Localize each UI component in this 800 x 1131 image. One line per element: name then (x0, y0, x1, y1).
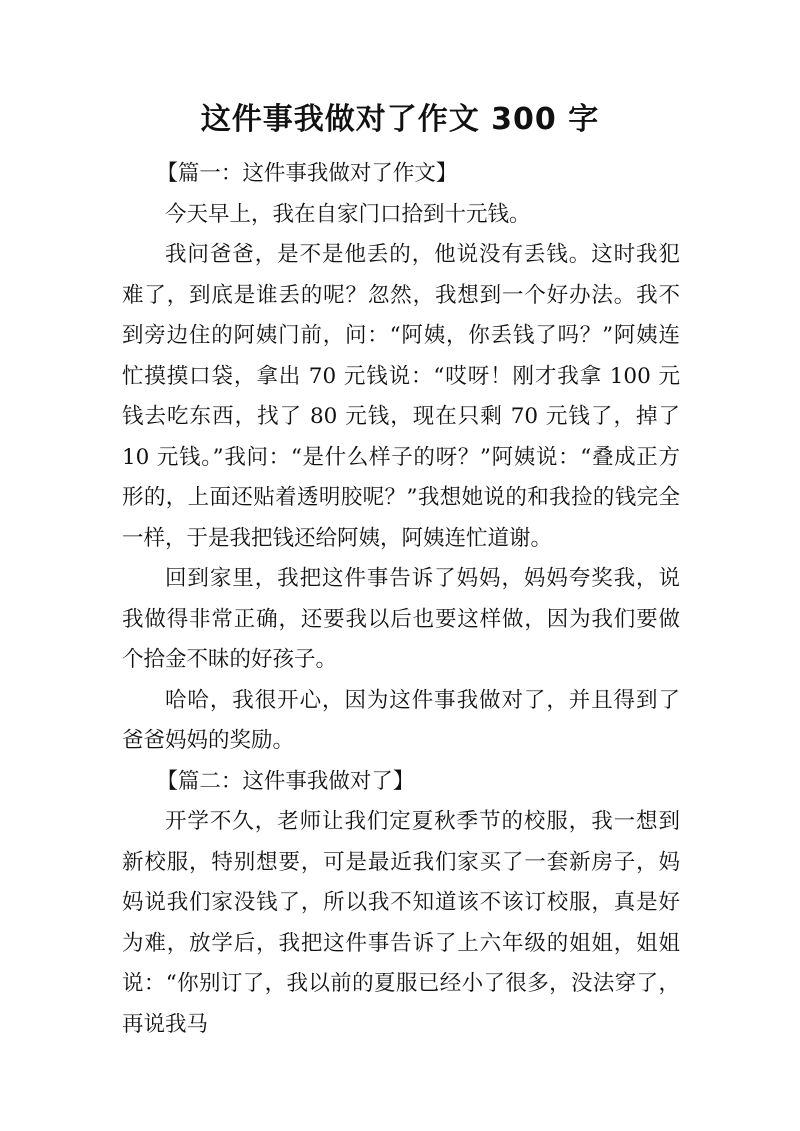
document-body (122, 154, 680, 1045)
paragraph: 今天早上，我在自家门口拾到十元钱。 (165, 201, 531, 227)
paragraph: 我问爸爸，是不是他丢的，他说没有丢钱。这时我犯难了，到底是谁丢的呢？忽然，我想到一个好办法。我不到旁边住的阿姨门前，问：“阿姨，你丢钱了吗？”阿姨连忙摸摸口袋，拿出 70 元钱说：“哎呀！刚才我拿 100 元钱去吃东西，找了 80 元钱，现在只剩 70 元钱了，掉了 10 元钱。”我问：“是什么样子的呀？”阿姨说：“叠成正方形的，上面还贴着透明胶呢？”我想她说的和我捡的钱完全一样，于是我把钱还给阿姨，阿姨连忙道谢。 (122, 242, 680, 551)
paragraph: 开学不久，老师让我们定夏秋季节的校服，我一想到新校服，特别想要，可是最近我们家买了一套新房子，妈妈说我们家没钱了，所以我不知道该不该订校服，真是好为难，放学后，我把这件事告诉了上六年级的姐姐，姐姐说：“你别订了，我以前的夏服已经小了很多，没法穿了，再说我马 (122, 809, 680, 1037)
paragraph: 回到家里，我把这件事告诉了妈妈，妈妈夸奖我，说我做得非常正确，还要我以后也要这样做，因为我们要做个拾金不昧的好孩子。 (122, 566, 680, 672)
section-heading-2: 【篇二：这件事我做对了】 (156, 768, 415, 794)
document-title: 这件事我做对了作文 300 字 (200, 102, 600, 137)
paragraph: 哈哈，我很开心，因为这件事我做对了，并且得到了爸爸妈妈的奖励。 (122, 687, 680, 753)
section-heading-1: 【篇一：这件事我做对了作文】 (156, 161, 458, 186)
